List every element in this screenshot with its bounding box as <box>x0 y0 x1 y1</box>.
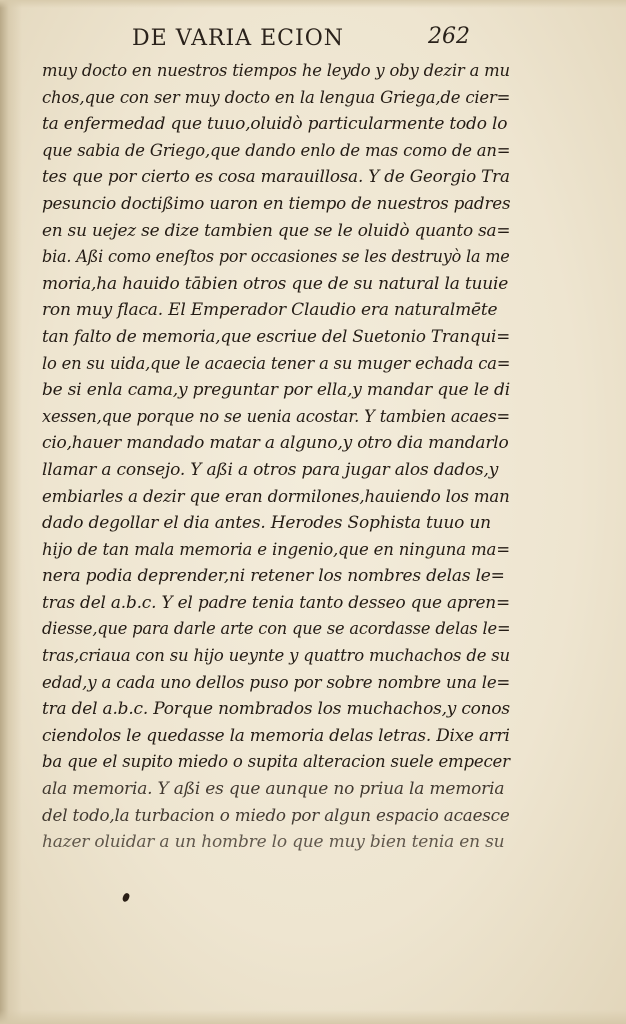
text-line: tras,criaua con su hijo ueynte y quattro muchachos de su <box>42 646 510 667</box>
text-line: pesuncio doctißimo uaron en tiempo de nuestros padres <box>42 193 511 214</box>
text-line: en su uejez se dize tambien que se le oluidò quanto sa= <box>42 220 511 241</box>
text-line: cio,hauer mandado matar a alguno,y otro dia mandarlo <box>42 433 509 454</box>
text-line: hijo de tan mala memoria e ingenio,que en ninguna ma= <box>42 539 510 560</box>
text-line: ta enfermedad que tuuo,oluidò particularmente todo lo <box>42 114 508 135</box>
text-line: embiarles a dezir que eran dormilones,hauiendo los man <box>42 486 510 507</box>
text-line: ron muy flaca. El Emperador Claudio era naturalmēte <box>42 300 498 321</box>
text-line: tra del a.b.c. Porque nombrados los muchachos,y conos <box>42 699 510 720</box>
text-line: moria,ha hauido tābien otros que de su natural la tuuie <box>42 273 509 294</box>
running-title: DE VARIA ECION <box>132 26 344 51</box>
text-line: tan falto de memoria,que escriue del Suetonio Tranqui= <box>42 326 511 347</box>
text-line: del todo,la turbacion o miedo por algun espacio acaesce <box>42 805 510 826</box>
text-line: lo en su uida,que le acaecia tener a su muger echada ca= <box>42 353 511 374</box>
text-line: xessen,que porque no se uenia acostar. Y tambien acaes= <box>42 406 510 427</box>
text-line: tes que por cierto es cosa marauillosa. Y de Georgio Tra <box>42 167 510 188</box>
text-line: ciendolos le quedasse la memoria delas letras. Dixe arri <box>42 725 510 746</box>
text-line: que sabia de Griego,que dando enlo de mas como de an= <box>42 140 511 161</box>
body-text <box>42 58 510 856</box>
text-line: ba que el supito miedo o supita alteracion suele empecer <box>42 752 510 773</box>
text-line: ala memoria. Y aßi es que aunque no priua la memoria <box>42 779 505 800</box>
ink-spot <box>122 892 131 903</box>
text-line: be si enla cama,y preguntar por ella,y mandar que le di <box>42 380 510 401</box>
page-bottom-edge <box>0 1010 626 1024</box>
text-line: bia. Aßi como eneſtos por occasiones se les destruyò la me <box>42 247 510 268</box>
text-line: tras del a.b.c. Y el padre tenia tanto desseo que apren= <box>42 592 510 613</box>
text-line: llamar a consejo. Y aßi a otros para jugar alos dados,y <box>42 459 499 480</box>
text-line: hazer oluidar a un hombre lo que muy bien tenia en su <box>42 832 505 853</box>
text-line: diesse,que para darle arte con que se acordasse delas le= <box>42 619 511 640</box>
page-top-edge <box>0 0 626 8</box>
page-number: 262 <box>428 24 470 49</box>
text-line: dado degollar el dia antes. Herodes Sophista tuuo un <box>42 513 491 534</box>
text-line: muy docto en nuestros tiempos he leydo y oby dezir a mu <box>42 61 510 81</box>
text-line: chos,que con ser muy docto en la lengua Griega,de cier= <box>42 87 511 108</box>
text-line: edad,y a cada uno dellos puso por sobre nombre una le= <box>42 672 511 693</box>
page-header <box>132 26 492 60</box>
binding-shadow <box>0 0 22 1024</box>
text-line: nera podia deprender,ni retener los nombres delas le= <box>42 566 505 587</box>
